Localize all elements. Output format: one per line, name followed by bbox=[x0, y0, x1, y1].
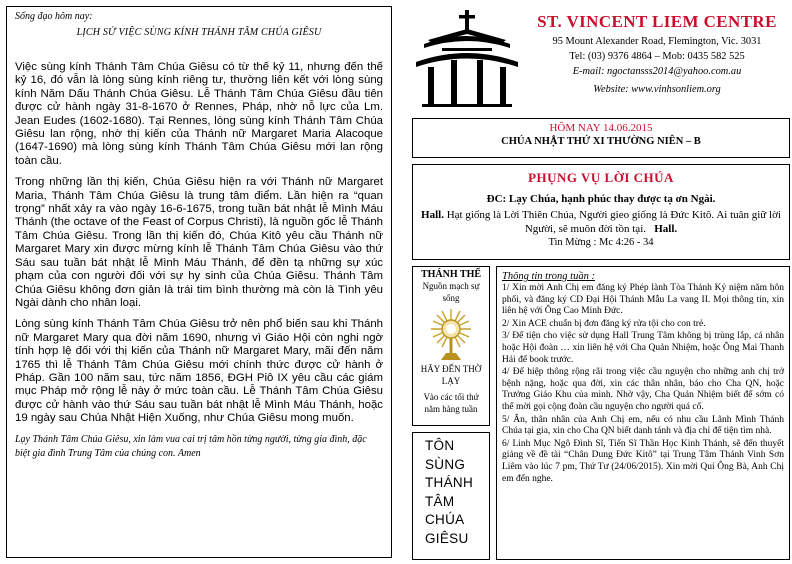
notice-item: 4/ Để hiệp thông rộng rãi trong việc cầu nguyện cho những anh chị trở bệnh nặng, hoặc qua đời, xin các thân nhân, báo cho Cha QN, hoặc Trưởng Giáo Khu của mình. Nhờ vậy, Cha Quản Nhiệm biết để sớm có thể mời gọi cộng đoàn cầu nguyện cho người quá cố. bbox=[502, 367, 784, 412]
sacred-heart-line-6: GIÊSU bbox=[425, 530, 469, 546]
centre-address: 95 Mount Alexander Road, Flemington, Vic. 3031 bbox=[552, 36, 762, 47]
centre-phone: Tel: (03) 9376 4864 – Mob: 0435 582 525 bbox=[569, 51, 745, 62]
alleluia-verse bbox=[419, 208, 783, 236]
sacred-heart-line-3: THÁNH bbox=[425, 475, 473, 490]
centre-name: ST. VINCENT LIEM CENTRE bbox=[537, 12, 777, 31]
weekly-notices bbox=[496, 266, 790, 560]
date-box bbox=[412, 118, 790, 158]
responsorial-psalm: ĐC: Lạy Chúa, hạnh phúc thay được tạ ơn Ngài. bbox=[486, 193, 716, 205]
centre-email: E-mail: ngoctansss2014@yahoo.com.au bbox=[572, 66, 742, 77]
notice-item: 2/ Xin ACE chuẩn bị đơn đăng ký rửa tội cho con trẻ. bbox=[502, 318, 706, 329]
liturgy-box bbox=[412, 164, 790, 260]
monstrance-icon bbox=[425, 306, 477, 362]
article-paragraph-3: Lòng sùng kính Thánh Tâm Chúa Giêsu trở nên phổ biến sau khi Thánh nữ Margaret Mary qua đời năm 1690, nhưng vì Giáo Hội còn nghi ngờ tính hợp lệ đối với thị kiến của Thánh nữ Margaret Mary, mãi đến năm 1765 thì lễ Thánh Tâm Chúa Giêsu mới chính thức được cử hành ở Pháp. Gần 100 năm sau, tức năm 1856, ĐGH Piô IX yêu cầu các giám mục Pháp mở rộng lễ này ở mức toàn cầu. Lễ Thánh Tâm Chúa Giêsu được cử hành vào thứ Sáu sau tuần bát nhật lễ Mình Máu Thánh, hoặc 19 ngày sau Chúa Nhật Hiện Xuống, như Chúa Giêsu mong muốn. bbox=[15, 318, 383, 425]
centre-header bbox=[408, 4, 790, 112]
notice-item: 1/ Xin mời Anh Chị em đăng ký Phép lành Tòa Thánh Kỷ niệm năm hôn phối, và đăng ký CD Đại Hội Thánh Mẫu La vang II. Mọi thông tin, xin liên hệ với Ông Cao Minh Đức. bbox=[502, 283, 784, 317]
article-heading: LỊCH SỬ VIỆC SÙNG KÍNH THÁNH TÂM CHÚA GIÊSU bbox=[76, 27, 322, 38]
adoration-box bbox=[412, 266, 490, 426]
sacred-heart-line-2: SÙNG bbox=[425, 456, 466, 472]
notice-item: 5/ Ân, thân nhân của Anh Chị em, nếu có nhu cầu Lãnh Mình Thánh Chúa tại gia, xin cho Cha QN biết danh tánh và địa chỉ để tiện tìm nhà. bbox=[502, 414, 784, 437]
notice-item: 6/ Linh Mục Ngô Đình Sĩ, Tiến Sĩ Thần Học Kinh Thánh, sẽ đến thuyết giảng về đề tài “Chân Dung Đức Kitô” tại Trung Tâm Thánh Vinh Sơn Liêm vào lúc 7 pm, Thứ Tư (24/06/2015). Xin mời Quí Ông Bà, Anh Chị em đến nghe. bbox=[502, 438, 784, 484]
alleluia-label: Hall. bbox=[421, 209, 444, 221]
article-paragraph-2: Trong những lần thị kiến, Chúa Giêsu hiện ra với Thánh nữ Margaret Maria, Thánh Tâm Chúa Giêsu là trung tâm điểm. Lần hiện ra “quan trọng” nhất xảy ra vào ngày 16-6-1675, trong tuần bát nhật lễ Mình Máu Thánh (the octave of the Feast of Corpus Christi), là nguồn gốc lễ Thánh Tâm Chúa Giêsu. Trong lần thị kiến đó, Chúa Kitô yêu cầu Thánh nữ Margaret Mary xin được mừng kính lễ Thánh Tâm Chúa Giêsu vào thứ Sáu sau tuần bát nhật lễ Mình Máu Thánh, để đền tạ những sự xúc phạm của con người đối với sự hy sinh của Chúa Giêsu. Thánh Tâm Chúa Giêsu không đơn giản là trái tim bình thường mà còn là Tình yêu Ngài dành cho nhân loại. bbox=[15, 176, 383, 309]
notices-title: Thông tin trong tuần : bbox=[502, 271, 595, 282]
article-paragraph-1: Việc sùng kính Thánh Tâm Chúa Giêsu có từ thế kỷ 11, nhưng đến thế kỷ 16, đó vẫn là lòng sùng kính riêng tư, thường liên kết với lòng sùng kính Năm Dấu Thánh Chúa Giêsu. Lễ Thánh Tâm Chúa Giêsu đầu tiên được cử hành ngày 31-8-1670 ở Rennes, Pháp, nhờ nỗ lực của Lm. Jean Eudes (1602-1680). Tại Rennes, lòng sùng kính Thánh Tâm Chúa Giêsu lan rộng, nhờ thị kiến của Thánh nữ Margaret Maria Alacoque (1647-1690) mà lòng sùng kính Thánh Tâm Chúa Giêsu mới lan rộng toàn cầu. bbox=[15, 61, 383, 167]
sacred-heart-line-4: TÂM bbox=[425, 493, 455, 509]
notice-item: 3/ Để tiện cho việc sử dụng Hall Trung Tâm không bị trùng lắp, cá nhân hoặc Hội đoàn … xin liên hệ với Cha Quản Nhiệm, hoặc Ông Mai Thanh Hải để book trước. bbox=[502, 331, 784, 365]
sacred-heart-box bbox=[412, 432, 490, 560]
alleluia-end: Hall. bbox=[654, 223, 678, 235]
centre-website: Website: www.vinhsonliem.org bbox=[593, 84, 721, 95]
adoration-schedule: Vào các tối thứ năm hàng tuần bbox=[423, 392, 479, 414]
gospel-reference: Tin Mừng : Mc 4:26 - 34 bbox=[548, 237, 654, 248]
adoration-invite: HÃY ĐẾN THỜ LẠY bbox=[420, 364, 482, 386]
article-intro: Sống đạo hôm nay: bbox=[15, 11, 93, 22]
article-panel bbox=[6, 6, 392, 558]
article-prayer: Lạy Thánh Tâm Chúa Giêsu, xin làm vua cai trị tâm hồn từng người, từng gia đình, đặc biệt gia đình Trung Tâm của chúng con. Amen bbox=[15, 433, 367, 459]
sacred-heart-line-1: TÔN bbox=[425, 438, 455, 453]
adoration-subtitle: Nguồn mạch sự sống bbox=[422, 281, 480, 303]
alleluia-text: Hạt giống là Lời Thiên Chúa, Người gieo giống là Đức Kitô. Ai tuân giữ lời Người, sẽ muôn đời tồn tại. bbox=[443, 209, 781, 235]
liturgical-sunday: CHÚA NHẬT THỨ XI THƯỜNG NIÊN – B bbox=[501, 136, 701, 147]
sacred-heart-line-5: CHÚA bbox=[425, 512, 465, 527]
liturgy-title: PHỤNG VỤ LỜI CHÚA bbox=[528, 170, 674, 185]
today-date: HÔM NAY 14.06.2015 bbox=[549, 122, 653, 134]
adoration-title: THÁNH THỂ bbox=[420, 269, 482, 280]
church-logo-icon bbox=[414, 10, 522, 108]
